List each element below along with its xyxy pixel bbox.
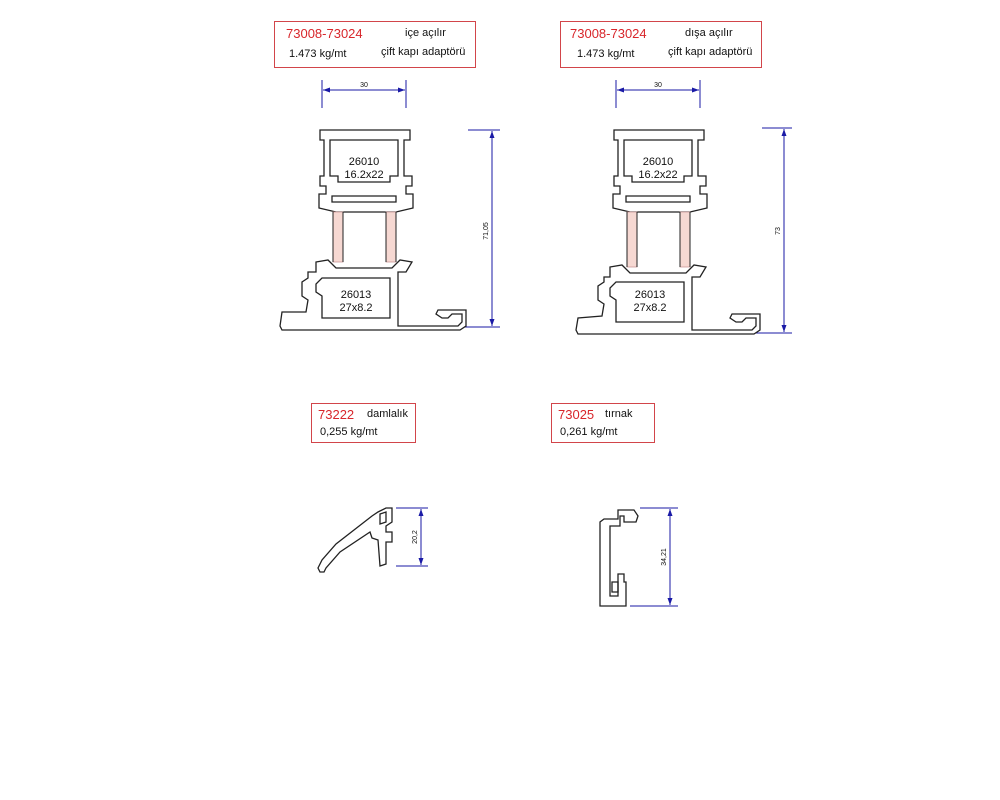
drip-profile [318, 508, 428, 572]
nail-profile [600, 508, 678, 606]
height-dimension-value: 71,05 [483, 222, 490, 240]
height-dimension-value: 20,2 [412, 530, 419, 544]
upper-chamber-code: 26010 [642, 156, 674, 168]
height-dimension [630, 508, 678, 606]
lower-chamber-code: 26013 [634, 289, 666, 301]
upper-chamber-size: 16.2x22 [344, 169, 384, 181]
lower-chamber-size: 27x8.2 [633, 302, 667, 314]
adapter-inward-profile [280, 80, 500, 330]
profile-description: dışa açılır [685, 27, 733, 39]
profile-description: tırnak [605, 408, 633, 420]
upper-chamber-size: 16.2x22 [638, 169, 678, 181]
profile-weight: 0,255 kg/mt [320, 426, 378, 438]
adapter-outward-profile [576, 80, 792, 334]
profile-code: 73008-73024 [286, 26, 363, 41]
profile-description: içe açılır [405, 27, 446, 39]
upper-chamber-code: 26010 [348, 156, 380, 168]
lower-profile-outline [280, 260, 466, 330]
lower-profile-outline [576, 265, 760, 334]
profile-code: 73222 [318, 407, 355, 422]
thermal-break-strips [627, 212, 690, 267]
profile-description-2: çift kapı adaptörü [381, 46, 466, 58]
drip-profile-outline [318, 508, 392, 572]
thermal-break-strips [333, 212, 396, 262]
height-dimension-value: 73 [775, 227, 782, 235]
profile-code: 73025 [558, 407, 595, 422]
profile-weight: 1.473 kg/mt [289, 48, 347, 60]
height-dimension-value: 34,21 [661, 548, 668, 566]
width-dimension-value: 30 [654, 82, 662, 89]
lower-chamber-code: 26013 [340, 289, 372, 301]
lower-chamber-size: 27x8.2 [339, 302, 373, 314]
width-dimension-value: 30 [360, 82, 368, 89]
profile-description: damlalık [367, 408, 408, 420]
profile-weight: 0,261 kg/mt [560, 426, 618, 438]
profile-weight: 1.473 kg/mt [577, 48, 635, 60]
profile-description-2: çift kapı adaptörü [668, 46, 753, 58]
height-dimension [756, 128, 792, 333]
profile-code: 73008-73024 [570, 26, 647, 41]
nail-profile-outline [600, 510, 638, 606]
